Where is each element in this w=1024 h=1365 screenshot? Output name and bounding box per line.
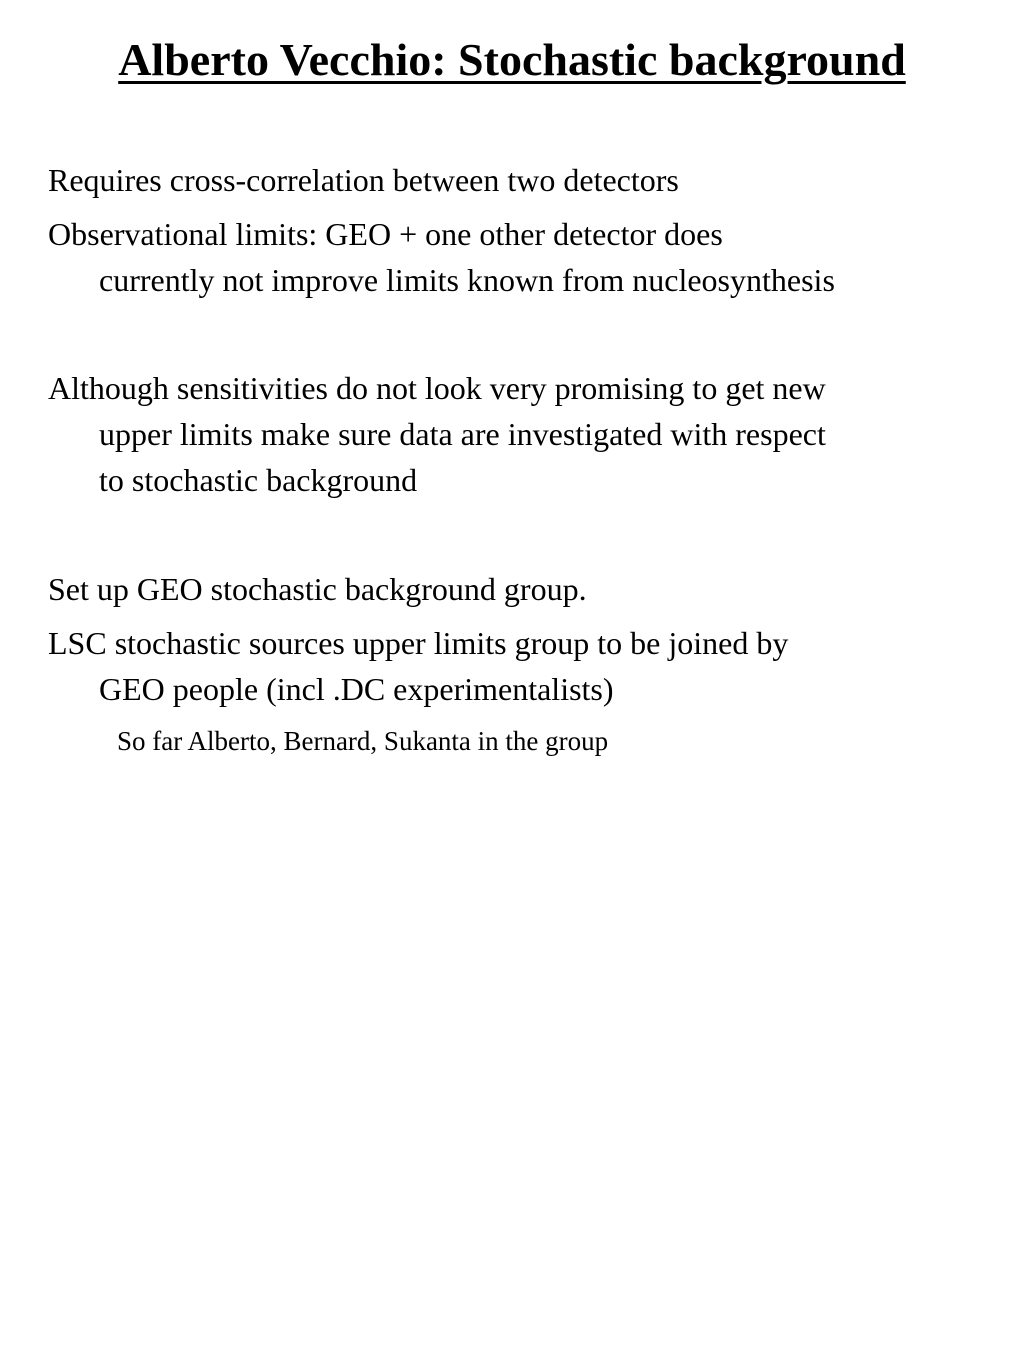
bullet-line-continued: GEO people (incl .DC experimentalists) bbox=[99, 671, 614, 707]
bullet-line: LSC stochastic sources upper limits group to be joined by bbox=[48, 625, 789, 661]
bullet-lsc-group bbox=[48, 620, 788, 712]
bullet-cross-correlation bbox=[48, 157, 679, 203]
bullet-line-continued: to stochastic background bbox=[99, 462, 418, 498]
bullet-geo-group bbox=[48, 566, 587, 612]
bullet-line-continued: upper limits make sure data are investigated with respect bbox=[99, 416, 826, 452]
bullet-line: Requires cross-correlation between two detectors bbox=[48, 162, 679, 198]
bullet-sensitivities bbox=[48, 365, 826, 503]
bullet-line: Observational limits: GEO + one other detector does bbox=[48, 216, 723, 252]
bullet-line: Set up GEO stochastic background group. bbox=[48, 571, 587, 607]
bullet-observational-limits bbox=[48, 211, 835, 303]
bullet-line: Although sensitivities do not look very promising to get new bbox=[48, 370, 826, 406]
sub-bullet-group-members: So far Alberto, Bernard, Sukanta in the group bbox=[117, 726, 609, 756]
slide-title: Alberto Vecchio: Stochastic background bbox=[118, 34, 906, 85]
bullet-line-continued: currently not improve limits known from nucleosynthesis bbox=[99, 262, 835, 298]
